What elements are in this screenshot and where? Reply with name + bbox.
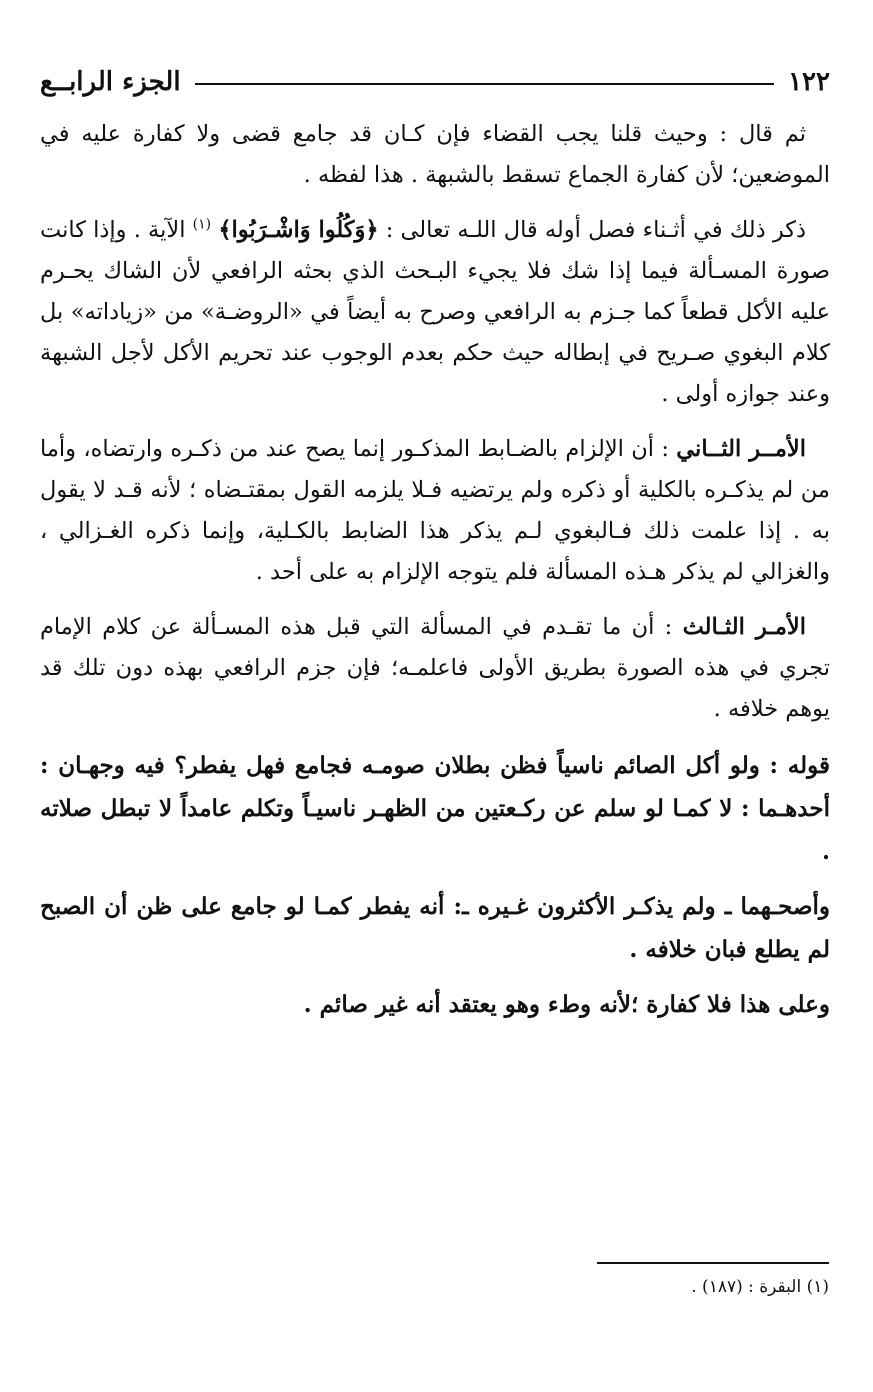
running-title: الجزء الرابــع — [40, 67, 181, 97]
matn-paragraph-1 — [40, 744, 830, 873]
paragraph-4-text: : أن ما تقـدم في المسألة التي قبل هذه المسـألة عن كلام الإمام تجري في هذه الصورة بطريق الأولى فاعلمـه؛ فإن جزم الرافعي بهذه دون تلك قد يوهم خلافه . — [40, 614, 830, 722]
footnote-text: (١) البقرة : (١٨٧) . — [691, 1276, 829, 1297]
footnote-reference: (١) — [192, 216, 212, 233]
paragraph-2 — [40, 210, 830, 415]
paragraph-1-text: ثم قال : وحيث قلنا يجب القضاء فإن كـان قد جامع قضى ولا كفارة عليه في الموضعين؛ لأن كفارة الجماع تسقط بالشبهة . هذا لفظه . — [40, 121, 830, 188]
paragraph-2-before: ذكر ذلك في أثـناء فصل أوله قال اللـه تعالى : — [378, 217, 806, 243]
header-rule — [195, 83, 775, 85]
paragraph-3 — [40, 429, 830, 593]
matn-paragraph-3 — [40, 983, 830, 1026]
page-body — [40, 60, 830, 1038]
paragraph-3-text: : أن الإلزام بالضـابط المذكـور إنما يصح عند من ذكـره وارتضاه، وأما من لم يذكـره بالكلية أو ذكره ولم يرتضيه فـلا يلزمه القول بمقتـضاه ؛ لأنه قـد لا يقول به . إذا علمت ذلك فـالبغوي لـم يذكر هذا الضابط بالكـلية، وإنما ذكره الغـزالي ، والغزالي لم يذكر هـذه المسألة فلم يتوجه الإلزام به على أحد . — [40, 436, 830, 585]
matn-paragraph-3-text: وعلى هذا فلا كفارة ؛لأنه وطء وهو يعتقد أنه غير صائم . — [303, 991, 830, 1018]
matn-paragraph-1-text: قوله : ولو أكل الصائم ناسياً فظن بطلان صومـه فجامع فهل يفطر؟ فيه وجهـان : أحدهـما : لا كمـا لو سلم عن ركـعتين من الظهـر ناسيـاً وتكلم عامداً لا تبطل صلاته . — [40, 752, 830, 865]
paragraph-1 — [40, 114, 830, 196]
matn-paragraph-2 — [40, 885, 830, 971]
section-heading-third: الأمـر الثـالث — [682, 614, 806, 640]
paragraph-4 — [40, 607, 830, 730]
paragraph-2-after: الآية . وإذا كانت صورة المسـألة فيما إذا شك فلا يجيء البـحث الذي بحثه الرافعي لأن الشاك يحـرم عليه الأكل قطعاً كما جـزم به الرافعي وصرح به أيضاً في «الروضـة» من «زياداته» بل كلام البغوي صـريح في إبطاله حيث حكم بعدم الوجوب عند تحريم الأكل لأجل الشبهة وعند جوازه أولى . — [40, 217, 830, 407]
section-heading-second: الأمــر الثــاني — [676, 436, 806, 462]
matn-paragraph-2-text: وأصحـهما ـ ولم يذكـر الأكثرون غـيره ـ: أنه يفطر كمـا لو جامع على ظن أن الصبح لم يطلع فبان خلافه . — [40, 893, 830, 963]
footnote-rule — [597, 1262, 829, 1264]
footnote-area — [39, 1262, 829, 1300]
page-header — [40, 60, 830, 104]
page-number: ١٢٢ — [788, 67, 830, 97]
quran-quote: ﴿وَكُلُوا وَاشْـرَبُوا﴾ — [218, 217, 379, 243]
